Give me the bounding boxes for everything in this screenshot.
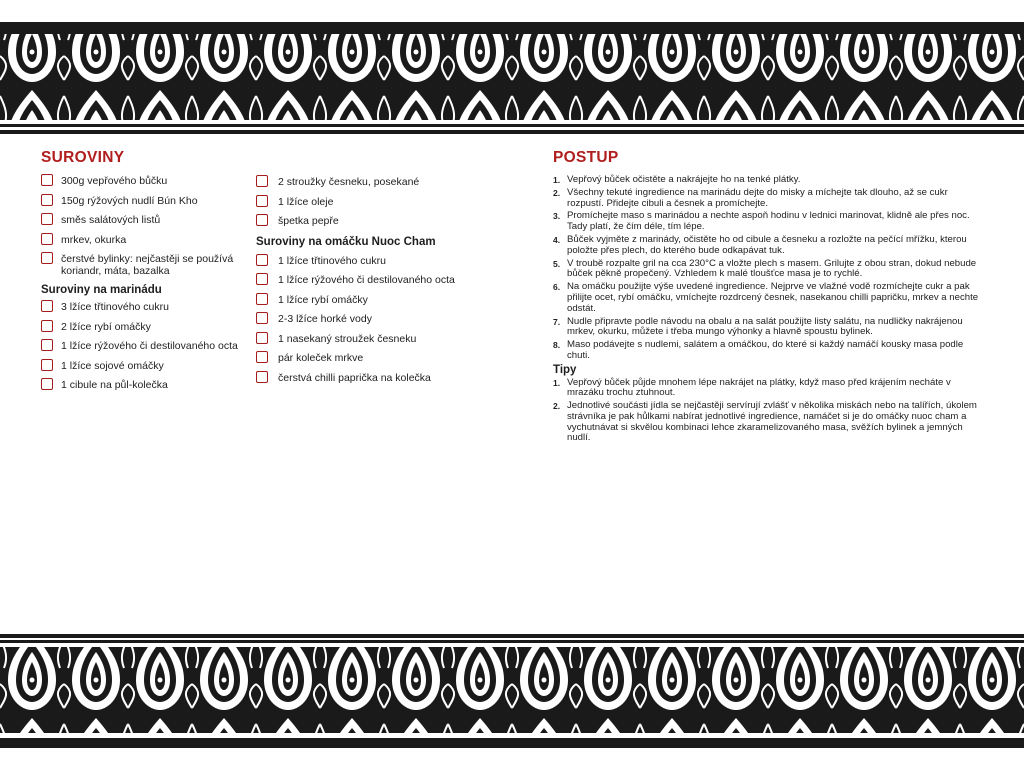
procedure-step: 2. Všechny tekuté ingredience na marinádu dejte do misky a míchejte tak dlouho, až se cukr rozpustí. Přidejte cibuli a česnek a promíchejte. — [553, 186, 948, 209]
ingredient-item[interactable]: čerstvé bylinky: nejčastěji se používá koriandr, máta, bazalka — [41, 252, 253, 282]
procedure-column — [553, 149, 983, 446]
marinade-item[interactable]: 2 lžíce rybí omáčky — [41, 320, 253, 340]
checkbox-icon[interactable] — [256, 293, 268, 305]
sauce-item[interactable]: 1 lžíce třtinového cukru — [256, 254, 536, 274]
marinade-item[interactable]: 1 cibule na půl-kolečka — [41, 378, 253, 398]
checkbox-icon[interactable] — [41, 213, 53, 225]
checkbox-icon[interactable] — [41, 320, 53, 332]
sauce-item[interactable]: 1 nasekaný stroužek česneku — [256, 332, 536, 352]
tips-list — [553, 378, 983, 444]
tip-item: 1. Vepřový bůček půjde mnohem lépe nakrájet na plátky, když maso před krájením necháte v mrazáku trochu ztuhnout. — [553, 376, 951, 399]
procedure-step: 8. Maso podávejte s nudlemi, salátem a omáčkou, do které si každý namáčí kousky masa podle chuti. — [553, 339, 964, 361]
procedure-heading: POSTUP — [553, 149, 619, 166]
marinade-item[interactable]: 1 lžíce sojové omáčky — [41, 359, 253, 379]
marinade-list-continued — [256, 175, 536, 234]
sauce-item[interactable]: 2-3 lžíce horké vody — [256, 312, 536, 332]
procedure-step: 3. Promíchejte maso s marinádou a nechte aspoň hodinu v lednici marinovat, klidně ale přes noc. Tady platí, že čím déle, tím lépe. — [553, 210, 970, 233]
checkbox-icon[interactable] — [256, 332, 268, 344]
procedure-step: 1. Vepřový bůček očistěte a nakrájejte ho na tenké plátky. — [553, 174, 801, 185]
sauce-item[interactable]: 1 lžíce rybí omáčky — [256, 293, 536, 313]
marinade-item[interactable]: 1 lžíce oleje — [256, 195, 536, 215]
checkbox-icon[interactable] — [256, 312, 268, 324]
checkbox-icon[interactable] — [256, 175, 268, 187]
tip-item: 2. Jednotlivé součásti jídla se nejčastěji servírují zvlášť v několika miskách nebo na talířích, úkolem strávníka je pak hůlkami nabírat jednotlivé ingredience, namáčet si je do omáčky nuoc cham a vychutnávat si skvělou kombinaci lehce zkaramelizovaného masa, svěžích bylinek a jemných nudlí. — [553, 400, 977, 444]
procedure-steps — [553, 175, 983, 362]
sauce-item[interactable]: čerstvá chilli paprička na kolečka — [256, 371, 536, 391]
marinade-item[interactable]: 3 lžíce třtinového cukru — [41, 300, 253, 320]
checkbox-icon[interactable] — [41, 359, 53, 371]
sauce-list — [256, 254, 536, 391]
checkbox-icon[interactable] — [256, 351, 268, 363]
checkbox-icon[interactable] — [41, 194, 53, 206]
marinade-item[interactable]: 1 lžíce rýžového či destilovaného octa — [41, 339, 253, 359]
ingredient-item[interactable]: 150g rýžových nudlí Bún Kho — [41, 194, 253, 214]
ingredient-item[interactable]: směs salátových listů — [41, 213, 253, 233]
checkbox-icon[interactable] — [41, 339, 53, 351]
ornament-pattern-bottom — [0, 628, 1024, 768]
ingredient-item[interactable]: 300g vepřového bůčku — [41, 174, 253, 194]
procedure-step: 4. Bůček vyjměte z marinády, očistěte ho od cibule a česneku a rozložte na pečící mřížku, kterou položte přes plech, do kterého bude odkapávat tuk. — [553, 234, 967, 256]
checkbox-icon[interactable] — [41, 174, 53, 186]
marinade-item[interactable]: 2 stroužky česneku, posekané — [256, 175, 536, 195]
sauce-item[interactable]: pár koleček mrkve — [256, 351, 536, 371]
checkbox-icon[interactable] — [41, 378, 53, 390]
checkbox-icon[interactable] — [256, 371, 268, 383]
ornament-pattern-top — [0, 0, 1024, 138]
sauce-item[interactable]: 1 lžíce rýžového či destilovaného octa — [256, 273, 536, 293]
tips-heading: Tipy — [553, 363, 577, 376]
procedure-step: 6. Na omáčku použijte výše uvedené ingredience. Nejprve ve vlažné vodě rozmíchejte cukr a pak přilijte ocet, rybí omáčku, vmíchejte rozdrcený česnek, nasekanou chilli papričku, mrkev a nechte odstát. — [553, 281, 979, 314]
checkbox-icon[interactable] — [256, 254, 268, 266]
ingredients-column-2 — [256, 175, 536, 390]
checkbox-icon[interactable] — [256, 214, 268, 226]
bottom-ornament-border — [0, 628, 1024, 768]
checkbox-icon[interactable] — [41, 300, 53, 312]
marinade-heading: Suroviny na marinádu — [41, 284, 162, 296]
checkbox-icon[interactable] — [256, 273, 268, 285]
checkbox-icon[interactable] — [41, 252, 53, 264]
marinade-list — [41, 300, 253, 398]
checkbox-icon[interactable] — [41, 233, 53, 245]
main-ingredients-list — [41, 174, 253, 282]
marinade-item[interactable]: špetka pepře — [256, 214, 536, 234]
procedure-step: 7. Nudle připravte podle návodu na obalu a na salát použijte listy salátu, na nudličky nakrájenou mrkev, okurku, můžete i třeba mungo výhonky a hlavně spoustu bylinek. — [553, 315, 963, 338]
checkbox-icon[interactable] — [256, 195, 268, 207]
ingredients-heading: SUROVINY — [41, 149, 125, 166]
sauce-heading: Suroviny na omáčku Nuoc Cham — [256, 235, 436, 248]
procedure-step: 5. V troubě rozpalte gril na cca 230°C a vložte plech s masem. Grilujte z obou stran, dokud nebude bůček pěkně propečený. Vzhledem k malé tloušťce masa je to rychlé. — [553, 257, 977, 280]
top-ornament-border — [0, 0, 1024, 138]
ingredients-column — [41, 149, 253, 398]
ingredient-item[interactable]: mrkev, okurka — [41, 233, 253, 253]
